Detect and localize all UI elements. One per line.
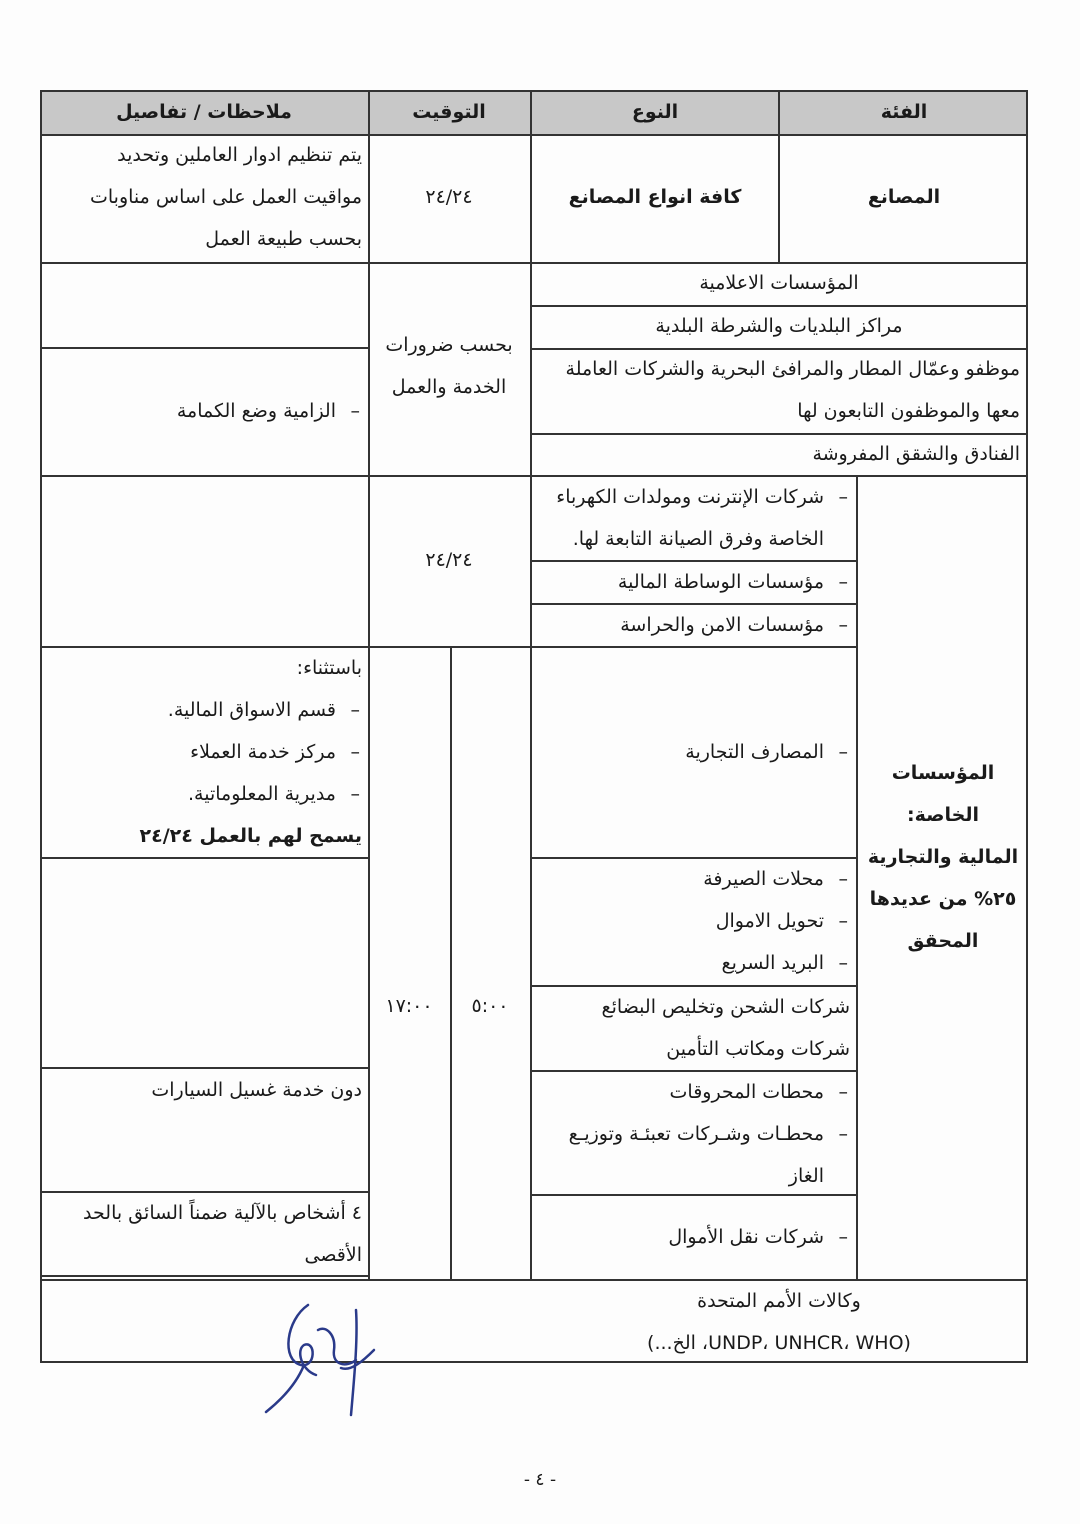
time-from: ٥:٠٠: [471, 995, 509, 1017]
brokerage: – مؤسسات الوساطة المالية: [540, 561, 850, 603]
factories-type: كافة انواع المصانع: [568, 186, 742, 208]
signature-icon: [256, 1290, 386, 1420]
block2-timing: بحسب ضرورات الخدمة والعمل: [385, 334, 513, 398]
factories-category: المصانع: [867, 186, 941, 208]
factories-timing: ٢٤/٢٤: [425, 186, 473, 208]
hotels: الفنادق والشقق المفروشة: [812, 443, 1020, 465]
page-number: - ٤ -: [523, 1470, 557, 1490]
header-notes: ملاحظات / تفاصيل: [40, 90, 368, 134]
block3-timing: ٢٤/٢٤: [425, 549, 473, 571]
commercial-banks: – المصارف التجارية: [540, 731, 850, 773]
header-type: النوع: [530, 90, 780, 134]
time-to: ١٧:٠٠: [385, 995, 433, 1017]
money-transport: – شركات نقل الأموال: [540, 1216, 850, 1258]
factories-note: يتم تنظيم ادوار العاملين وتحديد مواقيت العمل على اساس مناوبات بحسب طبيعة العمل: [90, 144, 362, 250]
banks-note: باستثناء: – قسم الاسواق المالية. – مركز خدمة العملاء – مديرية المعلوماتية. يسمح لهم بالعمل ٢٤/٢٤: [46, 647, 362, 857]
exchange-list: – محلات الصيرفة – تحويل الاموال – البريد السريع: [540, 858, 850, 984]
shipping-insurance: شركات الشحن وتخليص البضائع شركات ومكاتب التأمين: [601, 996, 850, 1060]
media-institutions: المؤسسات الاعلامية: [699, 272, 859, 294]
un-agencies: وكالات الأمم المتحدة (UNDP، UNHCR، WHO، الخ...): [647, 1290, 911, 1354]
regulations-table: [40, 90, 1028, 1362]
security: – مؤسسات الامن والحراسة: [540, 604, 850, 646]
mask-note: – الزامية وضع الكمامة: [46, 390, 362, 432]
airport-workers: موظفو وعمّال المطار والمرافئ البحرية والشركات العاملة معها والموظفون التابعون لها: [565, 358, 1020, 422]
header-timing: التوقيت: [368, 90, 530, 134]
private-category: المؤسسات الخاصة: المالية والتجارية ٢٥% من عديدها المحقق: [867, 762, 1019, 952]
fuel-note: دون خدمة غسيل السيارات: [151, 1079, 362, 1101]
municipalities: مراكز البلديات والشرطة البلدية: [655, 315, 903, 337]
fuel-stations: – محطات المحروقات – محطـات وشـركات تعبئـة وتوزيـع الغاز: [540, 1071, 850, 1197]
transport-note: ٤ أشخاص بالآلية ضمناً السائق بالحد الأقصى: [83, 1202, 362, 1266]
internet-companies: – شركات الإنترنت ومولدات الكهرباء الخاصة وفرق الصيانة التابعة لها.: [540, 476, 850, 560]
header-category: الفئة: [780, 90, 1028, 134]
